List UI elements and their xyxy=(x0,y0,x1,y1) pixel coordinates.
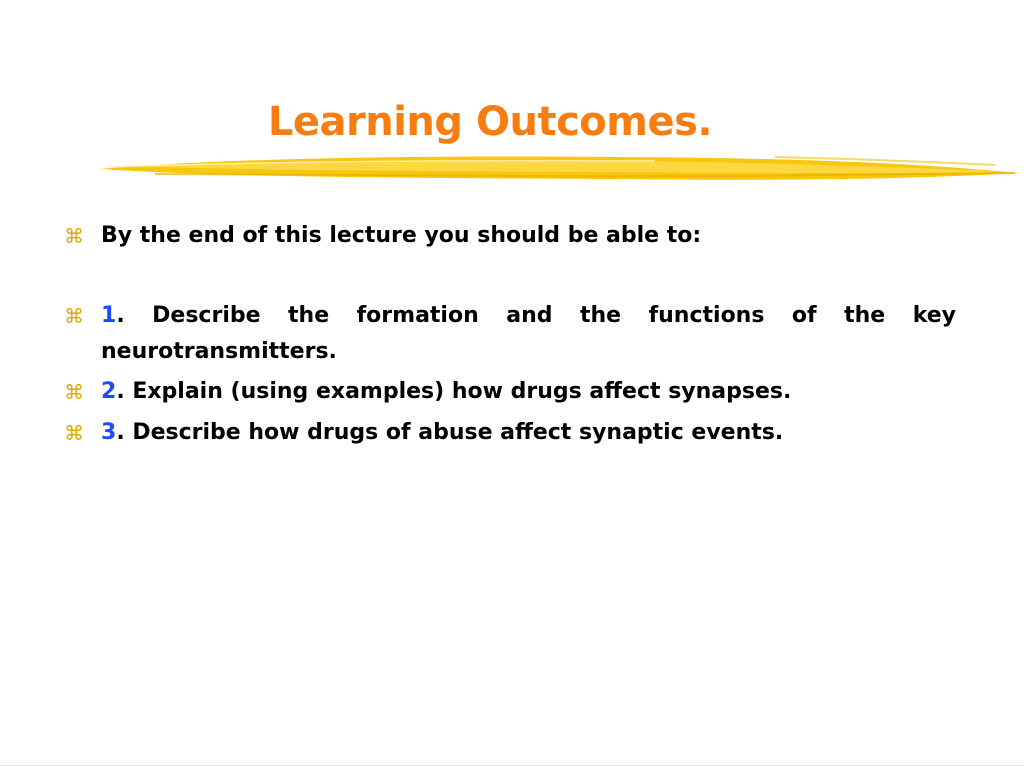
outcome-description: . Explain (using examples) how drugs affect synapses. xyxy=(116,379,792,404)
intro-text: By the end of this lecture you should be able to: xyxy=(101,223,702,248)
bullet-icon: ⌘ xyxy=(64,224,84,248)
outcome-number: 1 xyxy=(101,303,117,328)
outcome-description: . Describe the formation and the functions of the key neurotransmitters. xyxy=(101,303,956,364)
outcome-item xyxy=(64,298,956,370)
bullet-icon: ⌘ xyxy=(64,304,84,328)
outcome-item xyxy=(64,374,956,410)
outcome-item xyxy=(64,415,956,451)
outcome-number: 2 xyxy=(101,379,117,404)
intro-bullet xyxy=(64,218,956,254)
outcome-number: 3 xyxy=(101,420,117,445)
outcome-description: . Describe how drugs of abuse affect synaptic events. xyxy=(116,420,784,445)
highlighter-swoosh-decoration xyxy=(95,145,1024,189)
bullet-icon: ⌘ xyxy=(64,380,84,404)
slide-title: Learning Outcomes. xyxy=(267,99,713,145)
outcome-text xyxy=(101,298,956,370)
bullet-icon: ⌘ xyxy=(64,421,84,445)
outcome-text xyxy=(101,415,956,451)
outcome-text xyxy=(101,374,956,410)
bottom-divider xyxy=(0,765,1024,766)
